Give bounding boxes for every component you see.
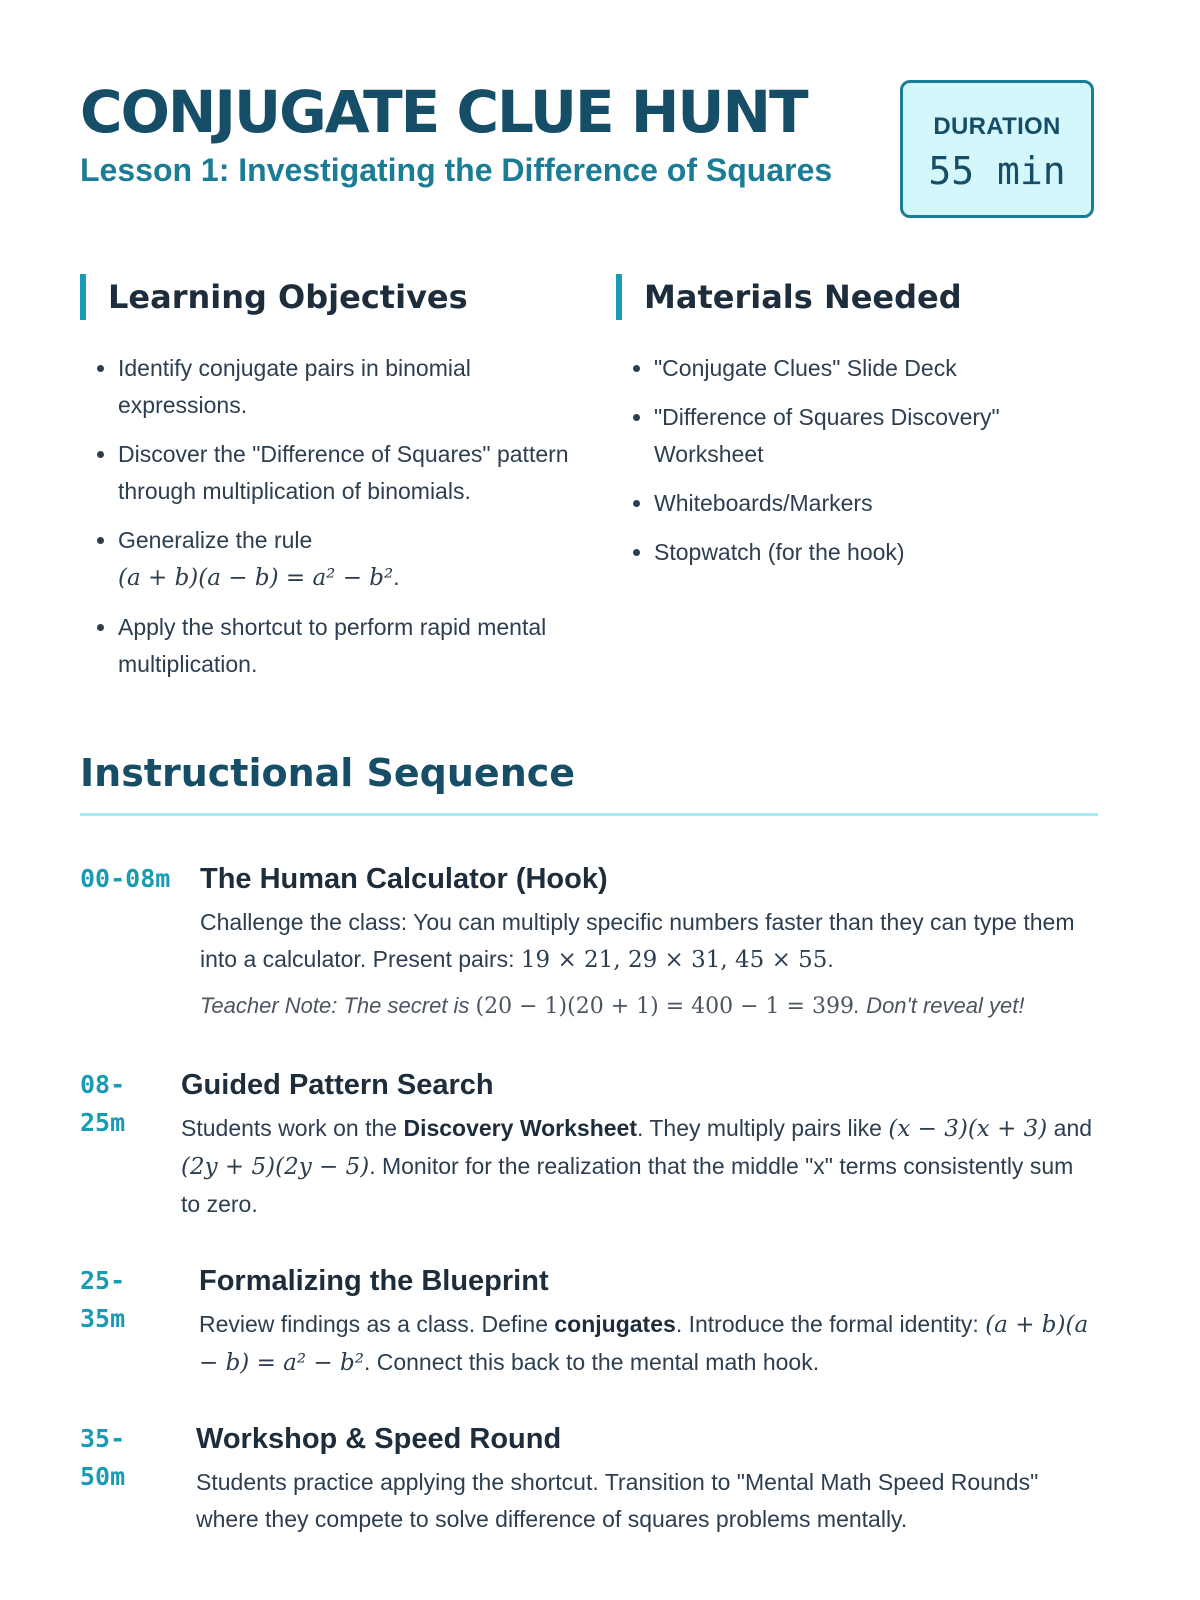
objective-text: Apply the shortcut to perform rapid mental multiplication. bbox=[118, 614, 547, 677]
teacher-note-text: Teacher Note: The secret is bbox=[200, 993, 476, 1018]
learning-objectives-heading: Learning Objectives bbox=[80, 274, 580, 320]
objective-text: Identify conjugate pairs in binomial expressions. bbox=[118, 355, 471, 418]
objective-text: Generalize the rule bbox=[118, 527, 313, 553]
step-desc-bold: conjugates bbox=[554, 1311, 676, 1337]
objective-item bbox=[118, 350, 580, 424]
teacher-note bbox=[200, 989, 1098, 1024]
materials-heading: Materials Needed bbox=[616, 274, 1100, 320]
duration-value: 55 min bbox=[928, 149, 1066, 193]
step-desc-text: Review findings as a class. Define bbox=[199, 1311, 555, 1337]
step-desc-text: Students work on the bbox=[181, 1115, 404, 1141]
objective-item bbox=[118, 436, 580, 510]
material-item: • Stopwatch (for the hook) bbox=[654, 534, 1100, 571]
step-desc-math: (a + b)(a − b) = a² − b² bbox=[199, 1312, 1089, 1376]
step-description bbox=[199, 1306, 1098, 1382]
step-time bbox=[80, 1420, 125, 1496]
step-desc-text: Students practice applying the shortcut. Transition to "Mental Math Speed Rounds" where they compete to solve difference of squares problems mentally. bbox=[196, 1469, 1039, 1532]
objectives-list bbox=[80, 350, 580, 683]
step-title: Guided Pattern Search bbox=[181, 1069, 494, 1101]
materials-list bbox=[616, 350, 1100, 571]
material-item: • "Difference of Squares Discovery" Worksheet bbox=[654, 399, 1100, 473]
step-desc-text: . Introduce the formal identity: bbox=[675, 1311, 986, 1337]
objective-item bbox=[118, 522, 580, 597]
teacher-note-text: . Don't reveal yet! bbox=[853, 993, 1025, 1018]
step-time bbox=[80, 860, 170, 898]
teacher-note-math: (20 − 1)(20 + 1) = 400 − 1 = 399 bbox=[475, 994, 854, 1019]
step-time-label: 25- bbox=[80, 1266, 126, 1295]
step-desc-text: . They multiply pairs like bbox=[636, 1115, 889, 1141]
step-time bbox=[80, 1066, 125, 1142]
step-body bbox=[181, 1066, 1098, 1223]
step-desc-math: (2y + 5)(2y − 5) bbox=[181, 1154, 370, 1180]
material-item: • "Conjugate Clues" Slide Deck bbox=[654, 350, 1100, 387]
objective-formula: (a + b)(a − b) = a² − b² bbox=[118, 565, 394, 591]
objective-item bbox=[118, 609, 580, 683]
step-desc-bold: Discovery Worksheet bbox=[403, 1115, 637, 1141]
step-desc-text: Challenge the class: You can multiply specific numbers faster than they can type them into a calculator. Present pairs: bbox=[200, 909, 1075, 972]
duration-badge bbox=[900, 80, 1094, 218]
step-description bbox=[181, 1110, 1098, 1223]
learning-objectives-section bbox=[80, 274, 580, 695]
instructional-sequence-heading: Instructional Sequence bbox=[80, 751, 576, 795]
step-desc-text: . Connect this back to the mental math hook. bbox=[363, 1349, 820, 1375]
page-subtitle: Lesson 1: Investigating the Difference of Squares bbox=[80, 152, 833, 188]
page-title: CONJUGATE CLUE HUNT bbox=[80, 78, 807, 146]
step-time bbox=[80, 1262, 125, 1338]
material-item: • Whiteboards/Markers bbox=[654, 485, 1100, 522]
step-title: Workshop & Speed Round bbox=[196, 1423, 562, 1455]
step-description bbox=[196, 1464, 1098, 1538]
objective-formula-period: . bbox=[393, 564, 400, 590]
step-desc-text: and bbox=[1047, 1115, 1093, 1141]
step-desc-math: 19 × 21, 29 × 31, 45 × 55 bbox=[520, 947, 828, 973]
step-desc-text: . bbox=[827, 946, 834, 972]
duration-label: DURATION bbox=[933, 113, 1061, 140]
step-time-label: 35- bbox=[80, 1424, 126, 1453]
step-title: The Human Calculator (Hook) bbox=[200, 863, 608, 895]
step-time-label: 25m bbox=[80, 1108, 126, 1137]
section-divider bbox=[80, 813, 1098, 816]
objective-text: Discover the "Difference of Squares" pattern through multiplication of binomials. bbox=[118, 441, 569, 504]
step-time-label: 35m bbox=[80, 1304, 126, 1333]
step-time-label: 00-08m bbox=[80, 864, 171, 893]
step-description bbox=[200, 904, 1098, 979]
step-body bbox=[196, 1420, 1098, 1538]
step-time-label: 08- bbox=[80, 1070, 126, 1099]
step-body bbox=[199, 1262, 1098, 1382]
step-title: Formalizing the Blueprint bbox=[199, 1265, 549, 1297]
materials-section bbox=[616, 274, 1100, 583]
step-desc-math: (x − 3)(x + 3) bbox=[888, 1116, 1048, 1142]
step-time-label: 50m bbox=[80, 1462, 126, 1491]
step-body bbox=[200, 860, 1098, 1024]
step-desc-text: . Monitor for the realization that the middle "x" terms consistently sum to zero. bbox=[181, 1153, 1074, 1217]
